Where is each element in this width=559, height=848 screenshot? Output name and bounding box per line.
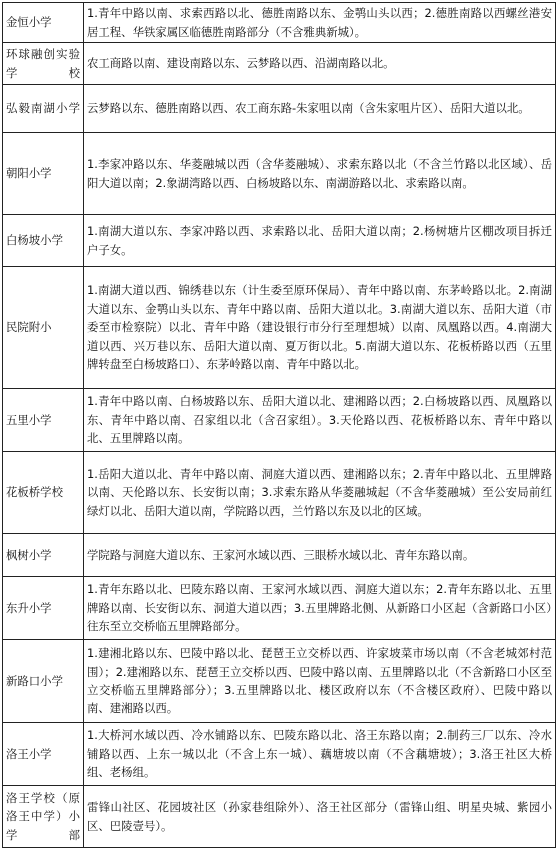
school-name-cell: 弘毅南湖小学 bbox=[3, 85, 84, 133]
table-row bbox=[3, 133, 556, 215]
attendance-area-cell: 云梦路以东、德胜南路以西、农工商东路-朱家咀以南（含朱家咀片区）、岳阳大道以北。 bbox=[84, 85, 556, 133]
table-row bbox=[3, 640, 556, 723]
attendance-area-cell: 1.青年中路以南、求索西路以北、德胜南路以东、金鹗山头以西；2.德胜南路以西螺丝港安居工程、华铁家属区临德胜南路部分（不含雅典新城）。 bbox=[84, 3, 556, 43]
school-name-cell: 五里小学 bbox=[3, 389, 84, 452]
table-row bbox=[3, 43, 556, 85]
school-name-cell: 新路口小学 bbox=[3, 640, 84, 723]
table-row bbox=[3, 723, 556, 786]
table-row bbox=[3, 3, 556, 43]
table-row bbox=[3, 215, 556, 267]
table-row bbox=[3, 577, 556, 640]
school-name-cell: 金恒小学 bbox=[3, 3, 84, 43]
school-name-cell: 环球融创实验学校 bbox=[3, 43, 84, 85]
school-name-cell: 花板桥学校 bbox=[3, 452, 84, 534]
attendance-area-cell: 1.南湖大道以西、锦绣巷以东（计生委至原环保局）、青年中路以南、东茅岭路以北。2.南湖大道以东、金鹗山头以东、青年中路以南、岳阳大道以北。3.南湖大道以东、岳阳大道（市委至市检察院）以北、青年中路（建设银行市分行至理想城）以南、凤凰路以西。4.南湖大道以西、兴万巷以东、岳阳大道以南、夏万街以北。5.南湖大道以东、花板桥路以西（五里牌转盘至白杨坡路口）、东茅岭路以南、青年中路以北。 bbox=[84, 267, 556, 389]
attendance-area-cell: 学院路与洞庭大道以东、王家河水域以西、三眼桥水域以北、青年东路以南。 bbox=[84, 534, 556, 577]
school-district-table bbox=[2, 2, 556, 848]
school-name-cell: 洛王小学 bbox=[3, 723, 84, 786]
attendance-area-cell: 1.南湖大道以东、李家冲路以西、求索路以北、岳阳大道以南；2.杨树塘片区棚改项目拆迁户子女。 bbox=[84, 215, 556, 267]
attendance-area-cell: 1.李家冲路以东、华菱融城以西（含华菱融城）、求索东路以北（不含兰竹路以北区域）、岳阳大道以南；2.象湖湾路以西、白杨坡路以东、南湖游路以北、求索路以南。 bbox=[84, 133, 556, 215]
attendance-area-cell: 1.青年东路以北、巴陵东路以南、王家河水域以西、洞庭大道以东；2.青年东路以北、五里牌路以南、长安街以东、洞道大道以西；3.五里牌路北侧、从新路口小区起（含新路口小区）往东至立交桥临五里牌路部分。 bbox=[84, 577, 556, 640]
attendance-area-cell: 1.大桥河水域以西、冷水铺路以东、巴陵东路以北、洛王东路以南；2.制药三厂以东、冷水铺路以西、上东一城以北（不含上东一城）、藕塘坡以南（不含藕塘坡）；3.洛王社区大桥组、老杨组。 bbox=[84, 723, 556, 786]
attendance-area-cell: 1.岳阳大道以北、青年中路以南、洞庭大道以西、建湘路以东；2.青年中路以北、五里牌路以南、天伦路以东、长安街以南；3.求索东路从华菱融城起（不含华菱融城）至公安局前红绿灯以北、岳阳大道以南，学院路以西，兰竹路以东及以北的区域。 bbox=[84, 452, 556, 534]
school-name-cell: 洛王学校（原洛王中学）小学部 bbox=[3, 786, 84, 848]
attendance-area-cell: 1.青年中路以南、白杨坡路以东、岳阳大道以北、建湘路以西；2.白杨坡路以西、凤凰路以东、青年中路以南、召家组以北（含召家组）。3.天伦路以西、花板桥路以东、青年中路以北、五里牌路以南。 bbox=[84, 389, 556, 452]
school-name-cell: 民院附小 bbox=[3, 267, 84, 389]
school-name-cell: 枫树小学 bbox=[3, 534, 84, 577]
table-row bbox=[3, 389, 556, 452]
table-row bbox=[3, 267, 556, 389]
table-row bbox=[3, 786, 556, 848]
school-name-cell: 白杨坡小学 bbox=[3, 215, 84, 267]
attendance-area-cell: 1.建湘北路以东、巴陵中路以北、琵琶王立交桥以西、许家坡菜市场以南（不含老城郊村范围）；2.建湘路以东、琵琶王立交桥以西、巴陵中路以南、五里牌路以北（不含新路口小区至立交桥临五里牌路部分）；3.五里牌路以北、楼区政府以东（不含楼区政府）、巴陵中路以南、建湘路以西。 bbox=[84, 640, 556, 723]
school-name-cell: 东升小学 bbox=[3, 577, 84, 640]
table-row bbox=[3, 534, 556, 577]
attendance-area-cell: 雷锋山社区、花园坡社区（孙家巷组除外）、洛王社区部分（雷锋山组、明星央城、紫园小区、巴陵壹号）。 bbox=[84, 786, 556, 848]
table-row bbox=[3, 452, 556, 534]
school-name-cell: 朝阳小学 bbox=[3, 133, 84, 215]
table-row bbox=[3, 85, 556, 133]
attendance-area-cell: 农工商路以南、建设南路以东、云梦路以西、沿湖南路以北。 bbox=[84, 43, 556, 85]
